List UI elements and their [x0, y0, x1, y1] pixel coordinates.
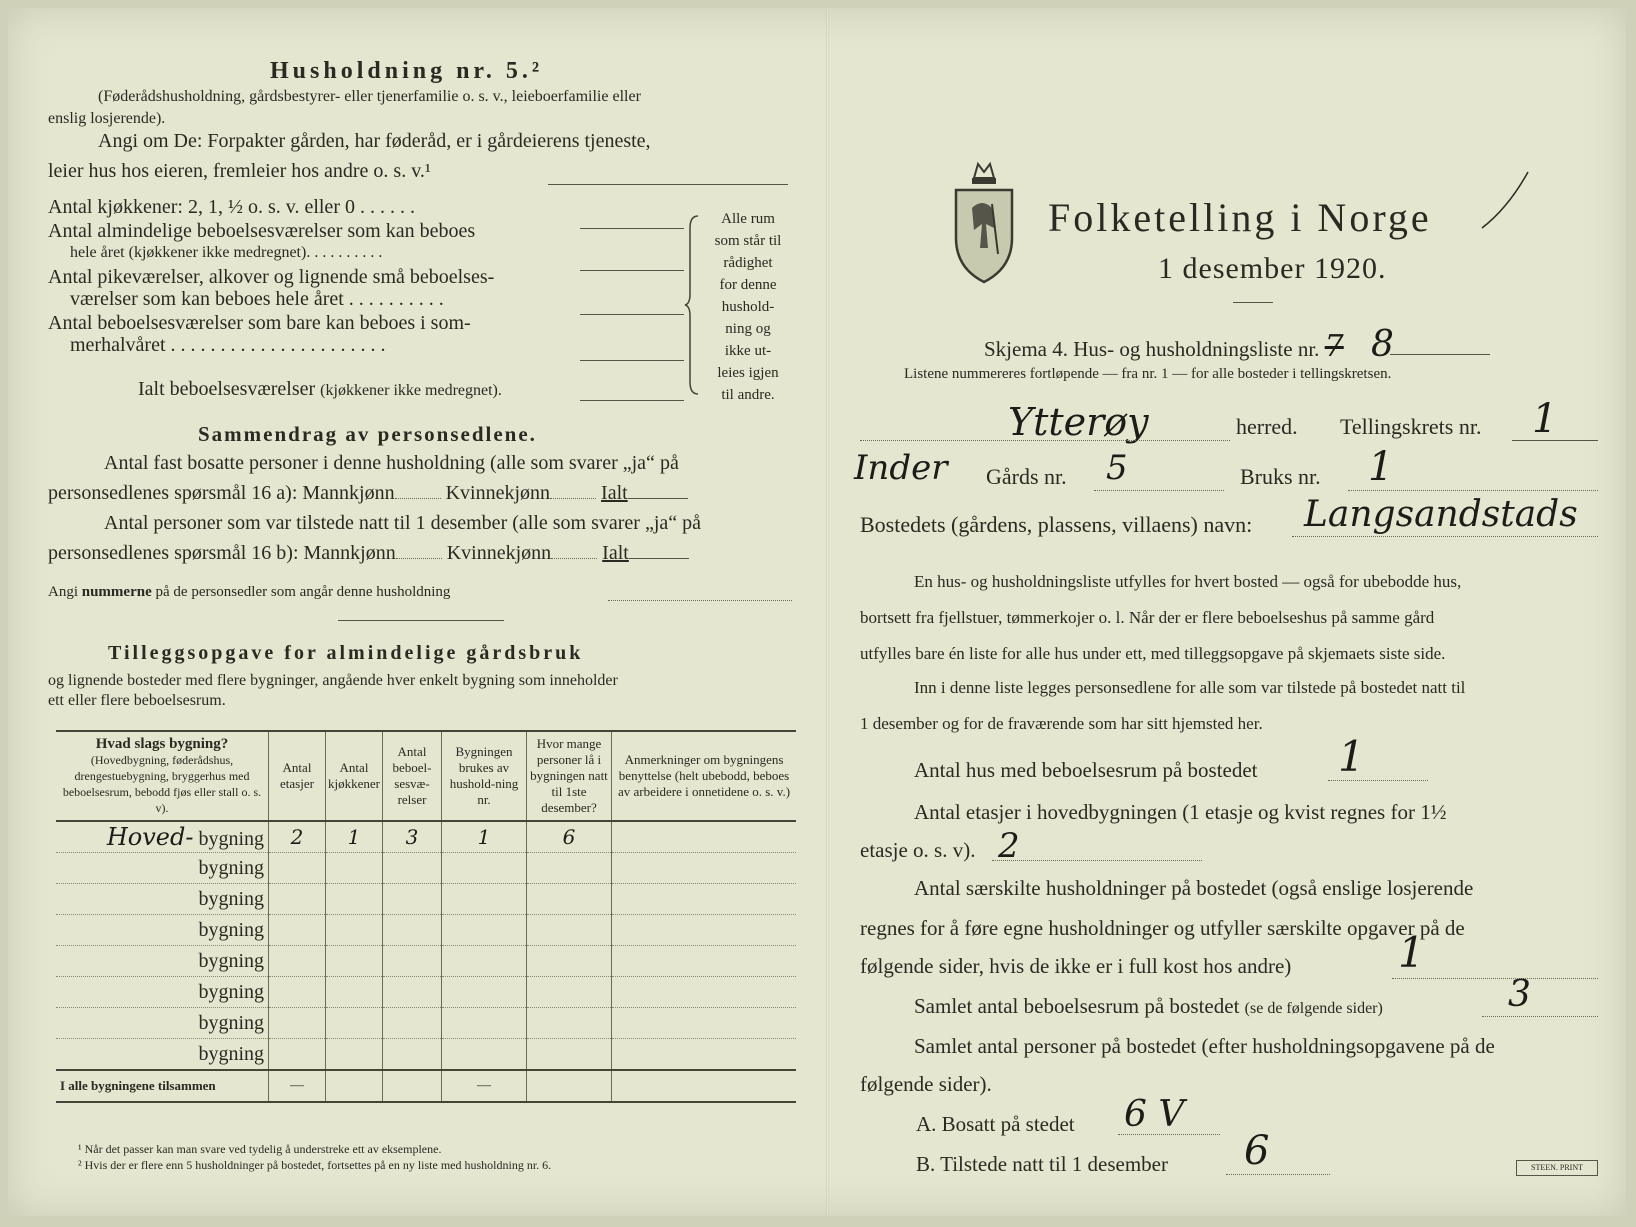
- floors-cell[interactable]: [269, 884, 326, 915]
- q1-line1: Angi om De: Forpakter gården, har føderåd, er i gårdeierens tjeneste,: [98, 130, 651, 152]
- persons-cell[interactable]: 6: [527, 821, 612, 853]
- instruction-4: Inn i denne liste legges personsedlene for alle som var tilstede på bostedet natt til: [914, 678, 1466, 697]
- household-cell[interactable]: [442, 884, 527, 915]
- ordinary-rooms-answer[interactable]: [580, 270, 684, 271]
- table-row: [56, 853, 796, 884]
- kitchens-cell[interactable]: [326, 1008, 383, 1039]
- col-persons: Hvor mange personer lå i bygningen natt til 1ste desember?: [527, 731, 612, 821]
- households-line-2: regnes for å føre egne husholdninger og utfyller særskilte opgaver på de: [860, 916, 1465, 940]
- household-cell[interactable]: [442, 915, 527, 946]
- persons-cell[interactable]: [527, 977, 612, 1008]
- total-rooms-cell[interactable]: [383, 1070, 442, 1102]
- schema-value[interactable]: 8: [1371, 324, 1394, 365]
- rooms-total-label: Samlet antal beboelsesrum på bostedet (se de følgende sider): [914, 994, 1383, 1018]
- resident-label: A. Bosatt på stedet: [916, 1112, 1075, 1136]
- numbers-answer[interactable]: [608, 600, 792, 601]
- col-rooms: Antal beboel-sesvæ-relser: [383, 731, 442, 821]
- total-row: [56, 1070, 796, 1102]
- building-table: [56, 730, 796, 1103]
- houses-line: [1328, 780, 1428, 781]
- building-type-cell[interactable]: Hoved- bygning: [56, 821, 269, 853]
- summer-rooms-label-2: merhalvåret . . . . . . . . . . . . . . . . . . . . . .: [70, 334, 386, 356]
- ordinary-rooms-label-2: hele året (kjøkkener ikke medregnet). . . . . . . . . .: [70, 244, 383, 261]
- total-row-label: I alle bygningene tilsammen: [56, 1070, 269, 1102]
- floors-value[interactable]: 2: [998, 826, 1020, 866]
- persons-cell[interactable]: [527, 1039, 612, 1071]
- rooms-total-line: [1482, 1016, 1598, 1017]
- household-cell[interactable]: [442, 1039, 527, 1071]
- footnote-2: ² Hvis der er flere enn 5 husholdninger på bostedet, fortsettes på en ny liste med husholdning nr. 6.: [78, 1158, 552, 1172]
- kitchens-cell[interactable]: [326, 853, 383, 884]
- rooms-cell[interactable]: [383, 1008, 442, 1039]
- herred-label: herred.: [1236, 414, 1298, 439]
- bruks-line: [1348, 490, 1598, 491]
- bosted-line: [1292, 536, 1598, 537]
- instruction-5: 1 desember og for de fraværende som har sitt hjemsted her.: [860, 714, 1263, 733]
- title-rule: [1233, 302, 1273, 303]
- building-type-cell[interactable]: bygning: [56, 977, 269, 1008]
- persons-cell[interactable]: [527, 884, 612, 915]
- building-type-cell[interactable]: bygning: [56, 884, 269, 915]
- present-label: B. Tilstede natt til 1 desember: [916, 1152, 1168, 1176]
- summary-b-line1: Antal personer som var tilstede natt til 1 desember (alle som svarer „ja“ på: [104, 512, 702, 534]
- total-household-cell: —: [442, 1070, 527, 1102]
- summary-a-line2: personsedlenes spørsmål 16 a): Mannkjønn Kvinnekjønn Ialt: [48, 482, 688, 505]
- brace-note: Alle rum som står til rådighet for denne hushold- ning og ikke ut- leies igjen til andre.: [714, 211, 782, 403]
- floors-line-1: Antal etasjer i hovedbygningen (1 etasje og kvist regnes for 1½: [914, 800, 1447, 824]
- floors-cell[interactable]: [269, 946, 326, 977]
- bosted-label: Bostedets (gårdens, plassens, villaens) navn:: [860, 512, 1253, 537]
- supplement-title: Tilleggsopgave for almindelige gårdsbruk: [108, 642, 584, 664]
- bosted-value[interactable]: Langsandstads: [1304, 494, 1578, 535]
- numbering-note: Listene nummereres fortløpende — fra nr. 1 — for alle bosteder i tellingskretsen.: [904, 366, 1392, 382]
- gards-label: Gårds nr.: [986, 464, 1067, 489]
- summer-rooms-label-1: Antal beboelsesværelser som bare kan beboes i som-: [48, 312, 471, 334]
- persons-cell[interactable]: [527, 1008, 612, 1039]
- persons-line-2: følgende sider).: [860, 1072, 992, 1096]
- remarks-cell[interactable]: [612, 946, 797, 977]
- persons-cell[interactable]: [527, 915, 612, 946]
- total-kitchens-cell[interactable]: [326, 1070, 383, 1102]
- households-answer-line: [1392, 978, 1598, 979]
- households-line-1: Antal særskilte husholdninger på bostedet (også enslige losjerende: [914, 876, 1474, 900]
- table-row: [56, 1008, 796, 1039]
- building-type-cell[interactable]: bygning: [56, 853, 269, 884]
- bruks-label: Bruks nr.: [1240, 464, 1321, 489]
- rooms-cell[interactable]: [383, 977, 442, 1008]
- household-cell[interactable]: [442, 853, 527, 884]
- herred-line: [860, 440, 1230, 441]
- col-type: Hvad slags bygning? (Hovedbygning, føderådshus, drengestuebygning, bryggerhus med beboelsesrum, bebodd fjøs eller stall o. s. v).: [56, 731, 269, 821]
- main-title: Folketelling i Norge: [1048, 195, 1432, 240]
- remarks-cell[interactable]: [612, 915, 797, 946]
- schema-struck-value: 7: [1324, 329, 1344, 364]
- households-line-3: følgende sider, hvis de ikke er i full kost hos andre): [860, 954, 1292, 978]
- total-persons-cell[interactable]: [527, 1070, 612, 1102]
- summary-a-line1: Antal fast bosatte personer i denne husholdning (alle som svarer „ja“ på: [104, 452, 679, 474]
- household-cell[interactable]: [442, 1008, 527, 1039]
- schema-line: Skjema 4. Hus- og husholdningsliste nr. 7 8: [984, 324, 1394, 365]
- table-row: [56, 946, 796, 977]
- col-remarks: Anmerkninger om bygningens benyttelse (helt ubebodd, beboes av arbeidere i onnetidene o. s. v.): [612, 731, 797, 821]
- persons-cell[interactable]: [527, 853, 612, 884]
- krets-label: Tellingskrets nr.: [1340, 414, 1482, 439]
- instruction-2: bortsett fra fjellstuer, tømmerkojer o. l. Når der er flere beboelseshus på samme gård: [860, 608, 1435, 627]
- kitchens-label: Antal kjøkkener: 2, 1, ½ o. s. v. eller 0 . . . . . .: [48, 196, 415, 218]
- floors-cell[interactable]: [269, 915, 326, 946]
- kitchens-cell[interactable]: [326, 946, 383, 977]
- rooms-cell[interactable]: [383, 853, 442, 884]
- floors-cell[interactable]: [269, 853, 326, 884]
- supplement-desc-1: og lignende bosteder med flere bygninger, angående hver enkelt bygning som inneholder: [48, 672, 618, 689]
- kitchens-cell[interactable]: [326, 977, 383, 1008]
- household-cell[interactable]: [442, 946, 527, 977]
- remarks-cell[interactable]: [612, 1008, 797, 1039]
- rooms-cell[interactable]: [383, 884, 442, 915]
- houses-label: Antal hus med beboelsesrum på bostedet: [914, 758, 1258, 782]
- census-date: 1 desember 1920.: [1158, 252, 1387, 285]
- floors-cell[interactable]: [269, 1039, 326, 1071]
- remarks-cell[interactable]: [612, 1039, 797, 1071]
- gards-value[interactable]: 5: [1106, 448, 1128, 488]
- divider-line: [338, 620, 504, 621]
- floors-cell[interactable]: 2: [269, 821, 326, 853]
- rooms-cell[interactable]: [383, 915, 442, 946]
- floors-cell[interactable]: [269, 1008, 326, 1039]
- maid-rooms-answer[interactable]: [580, 314, 684, 315]
- remarks-cell[interactable]: [612, 821, 797, 853]
- household-title: Husholdning nr. 5.²: [270, 58, 544, 84]
- printer-stamp: STEEN. PRINT: [1516, 1160, 1598, 1176]
- persons-cell[interactable]: [527, 946, 612, 977]
- margin-annotation: Inder: [854, 448, 948, 488]
- table-row: [56, 884, 796, 915]
- q1-line2: leier hus hos eieren, fremleier hos andre o. s. v.¹: [48, 160, 431, 182]
- brace-icon: [684, 214, 704, 396]
- herred-value[interactable]: Ytterøy: [1008, 400, 1149, 444]
- kitchens-cell[interactable]: [326, 884, 383, 915]
- numbers-line: Angi nummerne på de personsedler som angår denne husholdning: [48, 584, 451, 600]
- footnote-1: ¹ Når det passer kan man svare ved tydelig å understreke ett av eksemplene.: [78, 1142, 442, 1156]
- floors-cell[interactable]: [269, 977, 326, 1008]
- building-type-cell[interactable]: bygning: [56, 1039, 269, 1071]
- gards-line: [1094, 490, 1224, 491]
- kitchens-cell[interactable]: [326, 1039, 383, 1071]
- building-type-cell[interactable]: bygning: [56, 946, 269, 977]
- table-row: [56, 977, 796, 1008]
- col-household: Bygningen brukes av hushold-ning nr.: [442, 731, 527, 821]
- household-subtitle-2: enslig losjerende).: [48, 110, 166, 127]
- households-value[interactable]: 1: [1398, 928, 1425, 977]
- krets-line: [1512, 440, 1598, 441]
- bruks-value[interactable]: 1: [1368, 444, 1394, 490]
- household-subtitle-1: (Føderådshusholdning, gårdsbestyrer- eller tjenerfamilie o. s. v., leieboerfamilie eller: [98, 88, 641, 105]
- total-rooms-label: Ialt beboelsesværelser (kjøkkener ikke medregnet).: [138, 378, 502, 400]
- krets-value[interactable]: 1: [1532, 396, 1558, 442]
- building-type-cell[interactable]: bygning: [56, 915, 269, 946]
- persons-line-1: Samlet antal personer på bostedet (efter husholdningsopgavene på de: [914, 1034, 1495, 1058]
- remarks-cell[interactable]: [612, 884, 797, 915]
- floors-line-2: etasje o. s. v).: [860, 838, 976, 862]
- q1-answer-line[interactable]: [548, 184, 788, 185]
- rooms-cell[interactable]: 3: [383, 821, 442, 853]
- total-remarks-cell: [612, 1070, 797, 1102]
- houses-value[interactable]: 1: [1338, 732, 1365, 781]
- rooms-total-value[interactable]: 3: [1508, 974, 1531, 1015]
- page-fold: [826, 8, 829, 1216]
- total-floors-cell: —: [269, 1070, 326, 1102]
- census-form-sheet: [8, 8, 1626, 1216]
- rooms-cell[interactable]: [383, 946, 442, 977]
- ordinary-rooms-label-1: Antal almindelige beboelsesværelser som kan beboes: [48, 220, 476, 242]
- total-rooms-answer[interactable]: [580, 400, 684, 401]
- maid-rooms-label-2: værelser som kan beboes hele året . . . . . . . . . .: [70, 288, 444, 310]
- household-cell[interactable]: [442, 977, 527, 1008]
- present-value[interactable]: 6: [1244, 1128, 1270, 1174]
- table-row: [56, 821, 796, 853]
- norway-coat-of-arms-icon: [952, 158, 1016, 288]
- summary-title: Sammendrag av personsedlene.: [198, 422, 537, 446]
- pen-stroke-mark: [1478, 168, 1538, 238]
- instruction-3: utfylles bare én liste for alle hus under ett, med tilleggsopgave på skjemaets siste side.: [860, 644, 1446, 663]
- household-cell[interactable]: 1: [442, 821, 527, 853]
- summer-rooms-answer[interactable]: [580, 360, 684, 361]
- kitchens-cell[interactable]: 1: [326, 821, 383, 853]
- remarks-cell[interactable]: [612, 977, 797, 1008]
- present-line: [1226, 1174, 1330, 1175]
- resident-value[interactable]: 6 V: [1124, 1094, 1185, 1135]
- building-type-cell[interactable]: bygning: [56, 1008, 269, 1039]
- floors-answer-line: [992, 860, 1202, 861]
- remarks-cell[interactable]: [612, 853, 797, 884]
- table-row: [56, 915, 796, 946]
- schema-answer-line: [1390, 354, 1490, 355]
- kitchens-answer[interactable]: [580, 228, 684, 229]
- maid-rooms-label-1: Antal pikeværelser, alkover og lignende små beboelses-: [48, 266, 495, 288]
- instruction-1: En hus- og husholdningsliste utfylles for hvert bosted — også for ubebodde hus,: [914, 572, 1462, 591]
- kitchens-cell[interactable]: [326, 915, 383, 946]
- col-floors: Antal etasjer: [269, 731, 326, 821]
- resident-line: [1118, 1134, 1220, 1135]
- table-row: [56, 1039, 796, 1071]
- rooms-cell[interactable]: [383, 1039, 442, 1071]
- col-kitchens: Antal kjøkkener: [326, 731, 383, 821]
- supplement-desc-2: ett eller flere beboelsesrum.: [48, 692, 226, 709]
- summary-b-line2: personsedlenes spørsmål 16 b): Mannkjønn Kvinnekjønn Ialt: [48, 542, 689, 565]
